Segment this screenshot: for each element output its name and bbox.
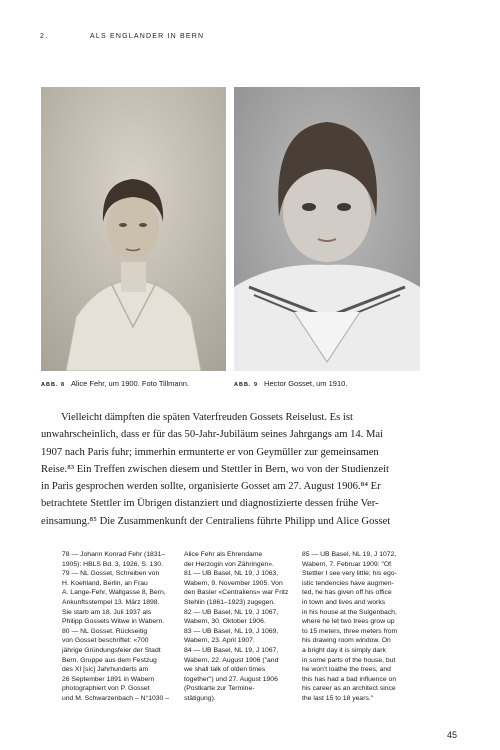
figure-8-label: ABB. 8 xyxy=(41,382,66,388)
footnote-line: A. Lange-Fehr, Wallgasse 8, Bern, xyxy=(62,589,166,597)
footnote-line: jährige Gründungsfeier der Stadt xyxy=(62,646,161,654)
footnote-line: Wabern, 9. November 1905. Von xyxy=(184,579,283,587)
footnote-line: istic tendencies have augmen- xyxy=(302,579,394,587)
footnote-line: to 15 meters, three meters from xyxy=(302,627,398,635)
footnote-line: Stehlin (1861–1923) zugegen. xyxy=(184,598,276,606)
figure-8-caption-text: Alice Fehr, um 1900. Foto Tillmann. xyxy=(71,379,190,388)
footnote-line: he won't loathe the trees, and xyxy=(302,666,391,674)
body-line: in Paris gesprochen werden sollte, organisierte Gosset am 27. August 1906.⁸⁴ Er xyxy=(41,481,381,493)
figure-8-caption xyxy=(41,379,189,388)
body-paragraph xyxy=(41,409,421,530)
figure-8-photo xyxy=(41,87,226,371)
section-number: 2. xyxy=(40,33,49,40)
footnote-line: his career as an architect since xyxy=(302,685,396,693)
footnote-line: in his house at the Sulgenbach, xyxy=(302,608,397,616)
footnote-line: H. Koehland, Berlin, an Frau xyxy=(62,579,148,587)
running-title: ALS ENGLANDER IN BERN xyxy=(90,33,205,40)
footnote-line: der Herzogin von Zähringen». xyxy=(184,560,274,568)
body-line: Vielleicht dämpften die späten Vaterfreuden Gossets Reiselust. Es ist xyxy=(61,412,353,423)
footnote-line: Ankunftsstempel 13. März 1898. xyxy=(62,598,160,606)
footnote-line: ted, he has given off his office xyxy=(302,589,392,597)
footnote-line: in some parts of the house, but xyxy=(302,656,396,664)
footnote-line: Stettler I see very little; his ego- xyxy=(302,570,397,578)
footnote-line: Alice Fehr als Ehrendame xyxy=(184,551,263,558)
footnote-line: stätigung). xyxy=(184,694,216,702)
footnote-line: des XI [sic] Jahrhunderts am xyxy=(62,666,149,674)
footnote-line: 81 — UB Basel, NL 19, J 1063, xyxy=(184,570,279,578)
figure-9-caption-text: Hector Gosset, um 1910. xyxy=(264,379,348,388)
body-line: unwahrscheinlich, dass er für das 50-Jahr-Jubiläum seines Jahrgangs am 14. Mai xyxy=(41,429,384,441)
footnote-line: we shall talk of olden times xyxy=(184,666,266,674)
footnote-line: together") und 27. August 1906 xyxy=(184,675,278,683)
footnote-line: Sie starb am 18. Juli 1937 als xyxy=(62,608,152,616)
figure-9-caption xyxy=(234,379,347,388)
footnote-line: 26 September 1891 in Wabern xyxy=(62,675,155,683)
footnote-line: a bright day it is simply dark xyxy=(302,646,386,654)
portrait-child-image xyxy=(234,87,420,371)
footnotes-column-2 xyxy=(184,550,302,704)
footnote-line: von Gosset beschriftet: «700 xyxy=(62,637,149,645)
footnote-line: 78 — Johann Konrad Fehr (1831– xyxy=(62,551,166,558)
footnote-line: 1905): HBLS Bd. 3, 1926, S. 130. xyxy=(62,560,163,568)
footnote-line: (Postkarte zur Termine- xyxy=(184,685,255,693)
footnote-line: Bern. Gruppe aus dem Festzug xyxy=(62,656,157,664)
body-line: einsamung.⁸⁵ Die Zusammenkunft der Centraliens führte Philipp und Alice Gosset xyxy=(41,515,391,527)
footnotes-column-1 xyxy=(62,550,180,704)
footnote-line: Wabern, 22. August 1906 ("and xyxy=(184,656,279,664)
footnote-line: 84 — UB Basel, NL 19, J 1067, xyxy=(184,646,279,654)
body-line: 1907 nach Paris fuhr; immerhin ermunterte er von Geymüller zur gemeinsamen xyxy=(41,446,379,458)
footnote-line: 80 — NL Gosset. Rückseitig xyxy=(62,627,148,635)
footnote-line: 82 — UB Basel, NL 19, J 1067, xyxy=(184,608,279,616)
footnotes-column-3 xyxy=(302,550,422,704)
footnote-line: this has had a bad influence on xyxy=(302,675,397,683)
footnote-line: the last 15 to 18 years." xyxy=(302,694,374,702)
footnote-line: 79 — NL Gosset, Schreiben von xyxy=(62,570,160,578)
footnote-line: Wabern, 23. April 1907. xyxy=(184,637,255,645)
footnote-line: Wabern, 7. Februar 1909: "Of xyxy=(302,560,392,568)
footnote-line: den Basler «Centraliens» war Fritz xyxy=(184,589,289,597)
footnote-line: where he let two trees grow up xyxy=(302,618,395,626)
footnote-line: Wabern, 30. Oktober 1906. xyxy=(184,618,266,626)
body-line: betrachtete Stettler im Übrigen distanziert und diagnostizierte dessen frühe Ver- xyxy=(41,498,379,510)
figure-9-label: ABB. 9 xyxy=(234,382,259,388)
page-number: 45 xyxy=(447,730,458,740)
footnote-line: photographiert von P. Gosset xyxy=(62,685,150,693)
body-line: Reise.⁸³ Ein Treffen zwischen diesem und Stettler in Bern, wo von der Studienzeit xyxy=(41,463,389,475)
footnote-line: und M. Schwarzenbach – N°1030 – xyxy=(62,694,170,702)
footnote-line: 85 — UB Basel, NL 19, J 1072, xyxy=(302,551,397,558)
footnote-line: in town and lives and works xyxy=(302,598,386,606)
footnote-line: Philipp Gossets Witwe in Wabern. xyxy=(62,618,165,626)
footnote-line: his drawing room window. On xyxy=(302,637,391,645)
figure-9-photo xyxy=(234,87,420,371)
portrait-woman-image xyxy=(41,87,226,371)
footnote-line: 83 — UB Basel, NL 19, J 1069, xyxy=(184,627,279,635)
